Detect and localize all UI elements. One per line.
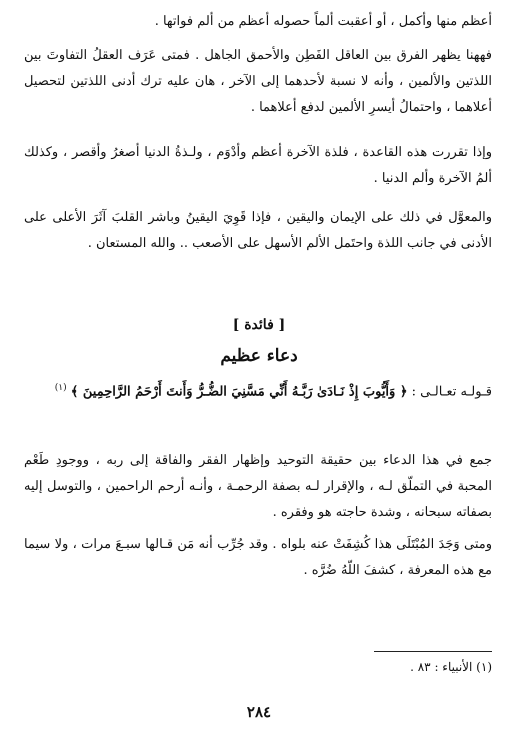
footnote-divider <box>374 651 492 652</box>
paragraph-4: والمعوَّل في ذلك على الإيمان واليقين ، فإذا قَوِيَ اليقينُ وباشر القلبَ آثَرَ الأعلى على الأدنى في جانب اللذة واحتَمل الألم الأسهل على الأصعب .. والله المستعان . <box>24 210 492 251</box>
footnote-reference: (١) <box>54 383 67 393</box>
paragraph-3: وإذا تقررت هذه القاعدة ، فلذة الآخرة أعظم وأدْوَم ، ولـذةُ الدنيا أصغرُ وأقصر ، وكذلك ألمُ الآخرة وألم الدنيا . <box>24 145 492 186</box>
paragraph-2: فههنا يظهر الفرق بين العاقل الفَطِن والأحمق الجاهل . فمتى عَرَف العقلُ التفاوتَ بين اللذتين والألمين ، وأنه لا نسبة لأحدهما إلى الآخر ، هان عليه ترك أدنى اللذتين لتحصيل أعلاهما ، واحتمالُ أيسرِ الألمين لدفع أعلاهما . <box>24 48 492 115</box>
section-label: [ فائدة ] <box>232 317 286 333</box>
quran-verse: ﴿ وَأَيُّوبَ إِذْ نَـادَىٰ رَبَّـهُ أَنِّي مَسَّنِيَ الضُّـرُّ وَأَنتَ أَرْحَمُ الرَّاحِمِينَ ﴾ <box>70 384 408 400</box>
paragraph-5: جمع في هذا الدعاء بين حقيقة التوحيد وإظهار الفقر والفاقة إلى ربه ، ووجودِ طَعْم المحبة في التملّق لـه ، والإقرار لـه بصفة الرحمـة ، وأنـه أرحم الراحمين ، والتوسل إليه بصفاته سبحانه ، وشدة حاجته هو وفقره . <box>24 453 492 520</box>
paragraph-1: أعظم منها وأكمل ، أو أعقبت ألماً حصوله أعظم من ألم فواتها . <box>154 14 492 29</box>
verse-paragraph <box>24 375 492 405</box>
page-number: ٢٨٤ <box>246 703 272 721</box>
footnote: (١) الأنبياء : ٨٣ . <box>410 660 492 674</box>
section-heading: دعاء عظيم <box>220 346 298 366</box>
verse-intro: قـولـه تعـالـى : <box>411 384 492 400</box>
paragraph-6: ومتى وَجَدَ المُبْتَلَى هذا كُشِفَتْ عنه بلواه . وقد جُرِّب أنه مَن قـالها سبـعَ مرات ، ولا سيما مع هذه المعرفة ، كشفَ اللّهُ ضُرَّه . <box>24 537 492 578</box>
